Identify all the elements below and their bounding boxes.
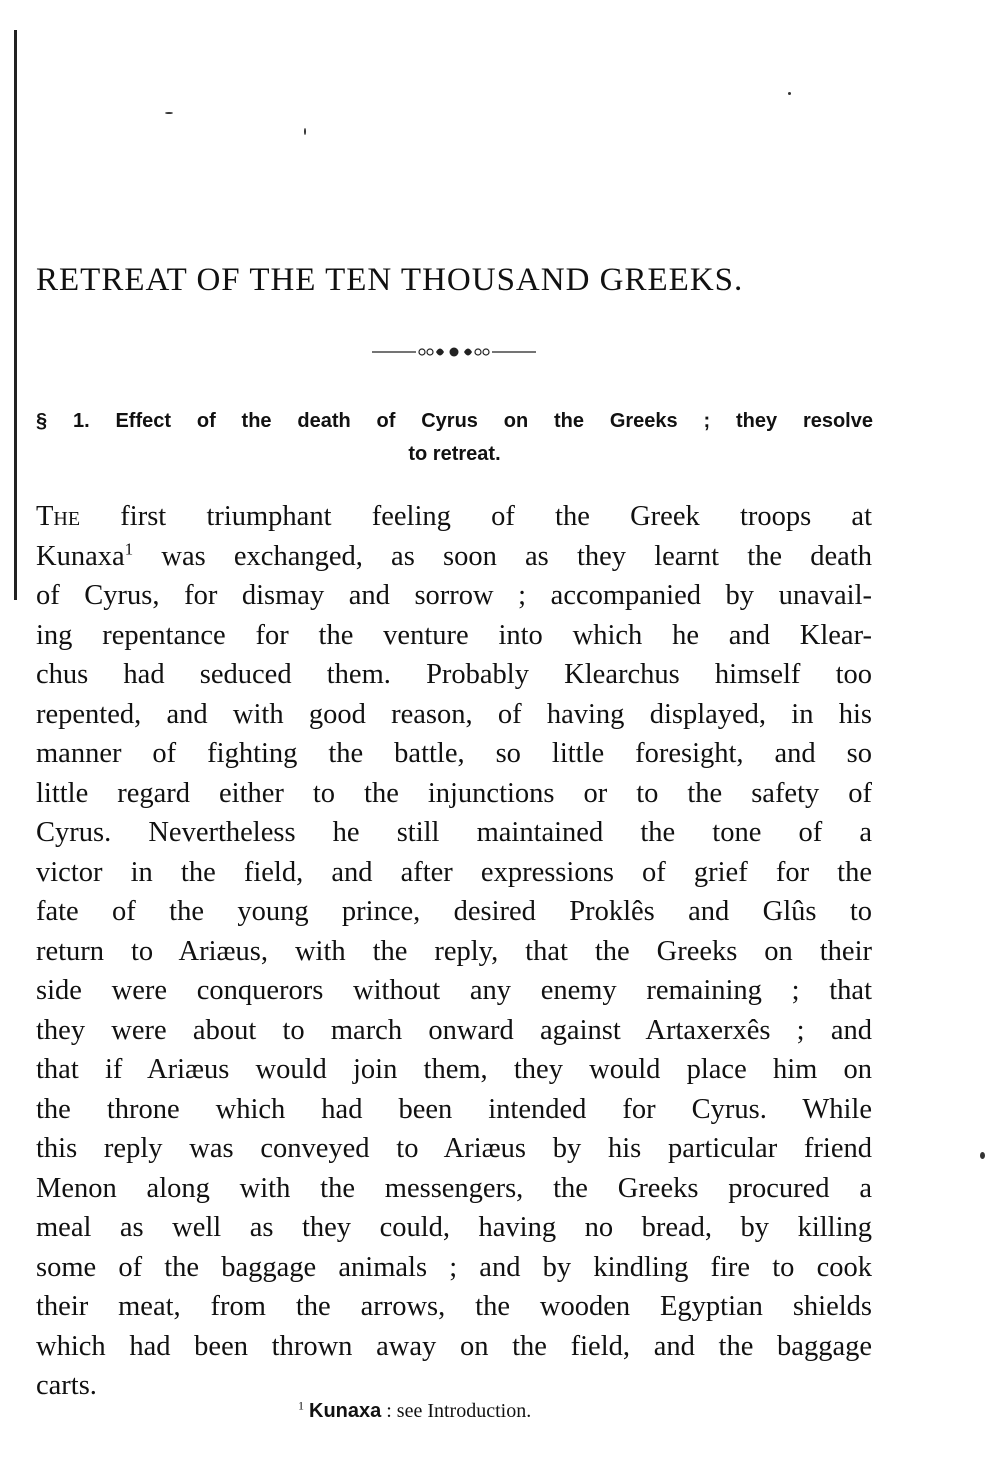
- text-line: carts.: [36, 1370, 97, 1401]
- text-line: of Cyrus, for dismay and sorrow ; accompanied by unavail-: [36, 580, 872, 611]
- print-speck: [304, 128, 306, 135]
- print-speck: [788, 92, 791, 95]
- footnote-term: Kunaxa: [309, 1400, 382, 1422]
- text-line: some of the baggage animals ; and by kindling fire to cook: [36, 1251, 872, 1283]
- chapter-title: RETREAT OF THE TEN THOUSAND GREEKS.: [36, 262, 744, 298]
- text-line: they were about to march onward against Artaxerxês ; and: [36, 1014, 872, 1046]
- text-line: this reply was conveyed to Ariæus by his particular friend: [36, 1133, 872, 1164]
- text-line: Menon along with the messengers, the Greeks procured a: [36, 1172, 872, 1204]
- text-line: The first triumphant feeling of the Greek troops at: [36, 501, 872, 532]
- text-line: victor in the field, and after expressions of grief for the: [36, 856, 872, 888]
- text-line: little regard either to the injunctions or to the safety of: [36, 777, 872, 809]
- section-heading-line: to retreat.: [408, 443, 501, 465]
- left-margin-rule: [14, 30, 17, 600]
- text-line: meal as well as they could, having no bread, by killing: [36, 1212, 872, 1243]
- text-line: return to Ariæus, with the reply, that the Greeks on their: [36, 935, 872, 967]
- footnote-reference: 1: [124, 539, 134, 558]
- print-speck: [165, 112, 173, 114]
- text-line: which had been thrown away on the field, and the baggage: [36, 1330, 872, 1362]
- text-line: fate of the young prince, desired Proklês and Glûs to: [36, 896, 872, 927]
- print-speck: [980, 1152, 985, 1159]
- footnote-marker: 1: [298, 1398, 304, 1413]
- text-line: their meat, from the arrows, the wooden Egyptian shields: [36, 1291, 872, 1322]
- text-line: repented, and with good reason, of having displayed, in his: [36, 698, 872, 730]
- text-line: manner of fighting the battle, so little foresight, and so: [36, 738, 872, 769]
- section-heading: [36, 405, 873, 471]
- body-paragraph: [36, 497, 872, 1445]
- text-line: Cyrus. Nevertheless he still maintained the tone of a: [36, 817, 872, 848]
- text-line: side were conquerors without any enemy remaining ; that: [36, 975, 872, 1006]
- footnote: [298, 1400, 531, 1423]
- fleuron-ornament-icon: [372, 343, 536, 361]
- text-line: Kunaxa$^1$ was exchanged, as soon as they learnt the death: [36, 539, 872, 572]
- drop-word: The: [36, 501, 81, 532]
- text-line: that if Ariæus would join them, they would place him on: [36, 1054, 872, 1085]
- footnote-text: : see Introduction.: [381, 1400, 532, 1422]
- text-line: chus had seduced them. Probably Klearchus himself too: [36, 659, 872, 690]
- text-line: the throne which had been intended for Cyrus. While: [36, 1093, 872, 1125]
- text-line: ing repentance for the venture into which he and Klear-: [36, 619, 872, 651]
- section-heading-line: § 1. Effect of the death of Cyrus on the Greeks ; they resolve: [36, 410, 873, 432]
